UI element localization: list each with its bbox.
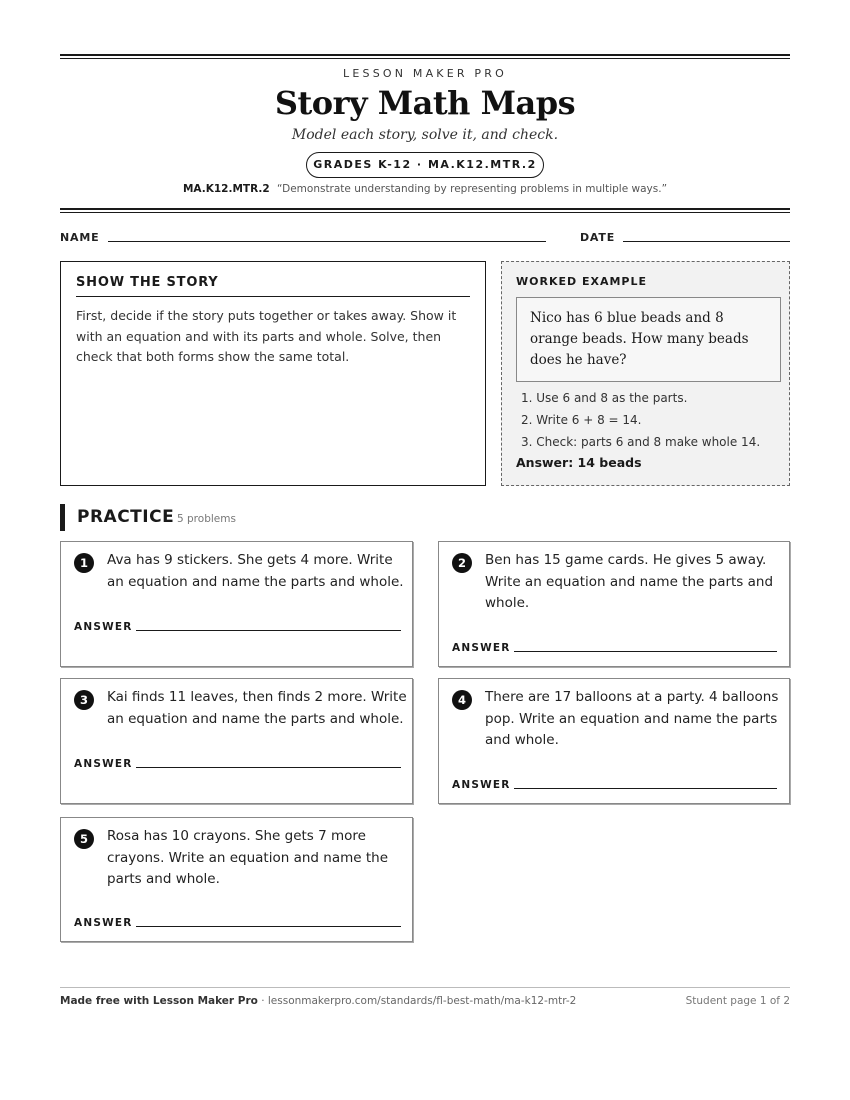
- answer-field-2[interactable]: [514, 651, 777, 652]
- problem-number: 3: [74, 690, 94, 710]
- footer-url[interactable]: · lessonmakerpro.com/standards/fl-best-math/ma-k12-mtr-2: [257, 995, 577, 1007]
- footer-made-with: Made free with Lesson Maker Pro: [60, 995, 258, 1007]
- header-top-rule: [60, 54, 790, 59]
- problem-text-line: and whole.: [485, 732, 559, 748]
- instructions-divider: [76, 296, 470, 297]
- answer-field-3[interactable]: [136, 767, 401, 768]
- footer-rule: [60, 987, 790, 988]
- header-bottom-rule: [60, 208, 790, 213]
- worked-example-step: 3. Check: parts 6 and 8 make whole 14.: [521, 435, 761, 449]
- answer-field-4[interactable]: [514, 788, 777, 789]
- practice-accent-bar: [60, 504, 65, 531]
- answer-label: ANSWER: [74, 758, 133, 770]
- date-field[interactable]: [623, 241, 790, 242]
- answer-label: ANSWER: [74, 621, 133, 633]
- answer-field-1[interactable]: [136, 630, 401, 631]
- worked-example-story: Nico has 6 blue beads and 8 orange beads. How many beads does he have?: [516, 297, 781, 382]
- instructions-panel: [60, 261, 486, 486]
- problem-card-3: [60, 678, 413, 804]
- brand-name: LESSON MAKER PRO: [343, 67, 507, 80]
- name-field[interactable]: [108, 241, 546, 242]
- name-label: NAME: [60, 231, 100, 244]
- worked-example-steps: [521, 387, 760, 453]
- worked-example-step: 1. Use 6 and 8 as the parts.: [521, 391, 688, 405]
- problem-text-line: parts and whole.: [107, 871, 220, 887]
- problem-text: [485, 687, 778, 752]
- problem-text-line: Write an equation and name the parts and: [485, 573, 774, 590]
- practice-count: 5 problems: [177, 513, 236, 525]
- standard-line: [60, 183, 790, 195]
- problem-text: [107, 550, 404, 593]
- problem-text-line: Rosa has 10 crayons. She gets 7 more: [107, 828, 366, 844]
- problem-card-5: [60, 817, 413, 942]
- answer-label: ANSWER: [452, 779, 511, 791]
- problem-number: 2: [452, 553, 472, 573]
- problem-text: [485, 550, 773, 615]
- problem-card-4: [438, 678, 790, 804]
- problem-text-line: an equation and name the parts and whole.: [107, 710, 404, 727]
- answer-label: ANSWER: [74, 917, 133, 929]
- problem-text-line: an equation and name the parts and whole.: [107, 573, 404, 590]
- problem-text-line: Kai finds 11 leaves, then finds 2 more. Write: [107, 689, 407, 705]
- practice-title: PRACTICE: [77, 507, 175, 527]
- worked-example-panel: [501, 261, 790, 486]
- problem-number: 4: [452, 690, 472, 710]
- grade-badge: GRADES K-12 · MA.K12.MTR.2: [306, 152, 544, 178]
- worked-example-heading: WORKED EXAMPLE: [516, 275, 647, 288]
- answer-field-5[interactable]: [136, 926, 401, 927]
- problem-text-line: Ben has 15 game cards. He gives 5 away.: [485, 552, 767, 568]
- date-label: DATE: [580, 231, 616, 244]
- problem-text: [107, 687, 407, 730]
- page-subtitle: Model each story, solve it, and check.: [291, 127, 559, 143]
- problem-card-2: [438, 541, 790, 667]
- problem-text-line: There are 17 balloons at a party. 4 balloons: [485, 689, 779, 705]
- instructions-body: First, decide if the story puts together or takes away. Show it with an equation and with its parts and whole. Solve, then check that both forms show the same total.: [76, 308, 457, 364]
- footer-page-number: Student page 1 of 2: [685, 995, 790, 1007]
- worked-example-answer: Answer: 14 beads: [516, 455, 642, 470]
- standard-code: MA.K12.MTR.2: [182, 183, 270, 195]
- standard-text: “Demonstrate understanding by representing problems in multiple ways.”: [277, 183, 668, 195]
- problem-text-line: Ava has 9 stickers. She gets 4 more. Write: [107, 552, 393, 568]
- problem-text: [107, 826, 388, 891]
- footer-credit: [60, 995, 576, 1007]
- answer-label: ANSWER: [452, 642, 511, 654]
- problem-text-line: crayons. Write an equation and name the: [107, 849, 388, 866]
- worked-example-step: 2. Write 6 + 8 = 14.: [521, 413, 642, 427]
- problem-text-line: whole.: [485, 595, 530, 611]
- problem-number: 1: [74, 553, 94, 573]
- instructions-heading: SHOW THE STORY: [76, 275, 219, 290]
- problem-text-line: pop. Write an equation and name the parts: [485, 710, 778, 727]
- worksheet-page: [60, 0, 790, 1100]
- problem-number: 5: [74, 829, 94, 849]
- problem-card-1: [60, 541, 413, 667]
- page-title: Story Math Maps: [274, 84, 576, 122]
